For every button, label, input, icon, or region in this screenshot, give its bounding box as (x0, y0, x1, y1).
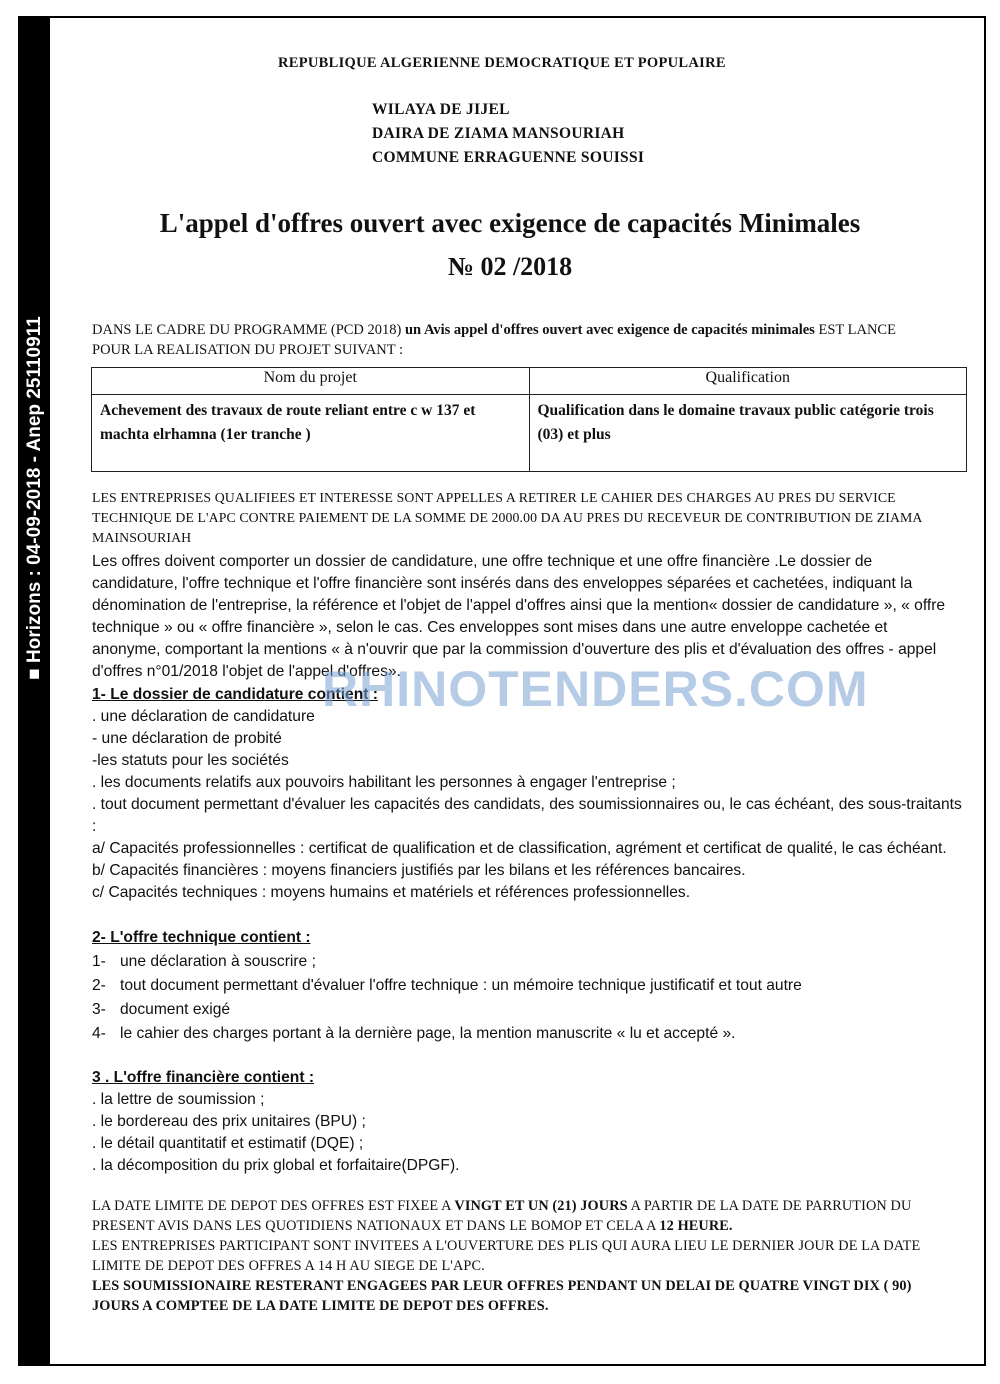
item-number: 4- (92, 1025, 106, 1042)
section-heading: 3 . L'offre financière contient : (92, 1069, 315, 1086)
list-item: . le détail quantitatif et estimatif (DQE) ; (92, 1135, 364, 1152)
column-header-project: Nom du projet (92, 368, 530, 395)
section-financial (92, 1067, 962, 1177)
item-number: 3- (92, 1001, 106, 1018)
watermark: RHINOTENDERS.COM (322, 661, 869, 717)
column-header-qualification: Qualification (529, 368, 967, 395)
list-item (92, 1022, 962, 1046)
list-item: . les documents relatifs aux pouvoirs habilitant les personnes à engager l'entreprise ; (92, 774, 676, 791)
list-item (92, 974, 962, 998)
list-item: . une déclaration de candidature (92, 708, 315, 725)
publication-stamp (20, 18, 50, 918)
deadline-hour: 12 HEURE. (659, 1218, 733, 1234)
withdrawal-notice: LES ENTREPRISES QUALIFIEES ET INTERESSE SONT APPELLES A RETIRER LE CAHIER DES CHARGES AU PRES DU SERVICE TECHNIQUE DE L'APC CONTRE PAIEMENT DE LA SOMME DE 2000.00 DA AU PRES DU RECEVEUR DE CONTRIBUTION DE ZIAMA MAINSOURIAH (92, 490, 922, 545)
item-text: tout document permettant d'évaluer l'offre technique : un mémoire technique justificatif et tout autre (120, 977, 802, 994)
validity-paragraph: LES SOUMISSIONAIRE RESTERANT ENGAGEES PAR LEUR OFFRES PENDANT UN DELAI DE QUATRE VINGT DIX ( 90) JOURS A COMPTEE DE LA DATE LIMITE DE DEPOT DES OFFRES. (92, 1278, 912, 1314)
tender-number: № 02 /2018 (447, 252, 573, 281)
qualification-cell: Qualification dans le domaine travaux public catégorie trois (03) et plus (529, 395, 967, 472)
list-item: . la lettre de soumission ; (92, 1091, 265, 1108)
list-item: a/ Capacités professionnelles : certificat de qualification et de classification, agrément et certificat de qualité, le cas échéant. (92, 840, 947, 857)
deadline-text-cont: A PARTIR DE LA DATE DE PARRUTION DU PRESENT AVIS DANS LES QUOTIDIENS NATIONAUX ET DANS LE BOMOP ET CELA A (92, 1198, 912, 1234)
deadline-paragraph (92, 1196, 952, 1236)
section-heading: 2- L'offre technique contient : (92, 929, 311, 946)
item-number: 2- (92, 977, 106, 994)
list-item (92, 950, 962, 974)
republic-header: REPUBLIQUE ALGERIENNE DEMOCRATIQUE ET POPULAIRE (278, 55, 726, 71)
intro-bold: un Avis appel d'offres ouvert avec exigence de capacités minimales (401, 322, 815, 338)
item-text: le cahier des charges portant à la dernière page, la mention manuscrite « lu et accepté ». (120, 1025, 736, 1042)
intro-prefix: DANS LE CADRE DU PROGRAMME (PCD 2018) (92, 322, 402, 338)
opening-paragraph: LES ENTREPRISES PARTICIPANT SONT INVITEES A L'OUVERTURE DES PLIS QUI AURA LIEU LE DERNIER JOUR DE LA DATE LIMITE DE DEPOT DES OFFRES A 14 H AU SIEGE DE L'APC. (92, 1238, 921, 1274)
section-heading: 1- Le dossier de candidature contient : (92, 686, 378, 703)
wilaya-line: WILAYA DE JIJEL (372, 101, 510, 118)
list-item: c/ Capacités techniques : moyens humains et matériels et références professionnelles. (92, 884, 691, 901)
list-item: -les statuts pour les sociétés (92, 752, 289, 769)
daira-line: DAIRA DE ZIAMA MANSOURIAH (372, 125, 625, 142)
section-technical (92, 926, 962, 1046)
list-item: . la décomposition du prix global et forfaitaire(DPGF). (92, 1157, 460, 1174)
project-name-cell: Achevement des travaux de route reliant entre c w 137 et machta elrhamna (1er tranche ) (92, 395, 530, 472)
section-candidature (92, 684, 962, 904)
project-table (91, 367, 967, 472)
commune-line: COMMUNE ERRAGUENNE SOUISSI (372, 149, 645, 166)
item-text: document exigé (120, 1001, 231, 1018)
item-text: une déclaration à souscrire ; (120, 953, 316, 970)
deadline-text: LA DATE LIMITE DE DEPOT DES OFFRES EST FIXEE A (92, 1198, 455, 1214)
intro-paragraph (92, 320, 922, 360)
publication-stamp-text: ■ Horizons : 04-09-2018 - Anep 25110911 (24, 316, 45, 680)
deadline-days: VINGT ET UN (21) JOURS (454, 1198, 628, 1214)
list-item: . le bordereau des prix unitaires (BPU) ; (92, 1113, 366, 1130)
closing-notice (92, 1196, 952, 1316)
list-item: . tout document permettant d'évaluer les capacités des candidats, des soumissionnaires ou, le cas échéant, des sous-traitants : (92, 796, 962, 835)
offers-paragraph: Les offres doivent comporter un dossier de candidature, une offre technique et une offre financière .Le dossier de candidature, l'offre technique et l'offre financière sont insérés dans des enveloppes séparées et cachetées, indiquant la dénomination de l'entreprise, la référence et l'objet de l'appel d'offres ainsi que la mention« dossier de candidature », « offre technique » ou « offre financière », selon le cas. Ces enveloppes sont mises dans une autre enveloppe cachetée et anonyme, comportant la mentions « à n'ouvrir que par la commission d'ouverture des plis et d'évaluation des offres - appel d'offres n°01/2018 l'objet de l'appel d'offres». (92, 553, 946, 680)
list-item: b/ Capacités financières : moyens financiers justifiés par les bilans et les références bancaires. (92, 862, 746, 879)
administrative-header (372, 98, 644, 170)
tender-title: L'appel d'offres ouvert avec exigence de capacités Minimales (159, 208, 861, 238)
list-item: - une déclaration de probité (92, 730, 282, 747)
list-item (92, 998, 962, 1022)
item-number: 1- (92, 953, 106, 970)
intro-suffix: EST LANCE POUR LA REALISATION DU PROJET SUIVANT : (92, 322, 896, 358)
